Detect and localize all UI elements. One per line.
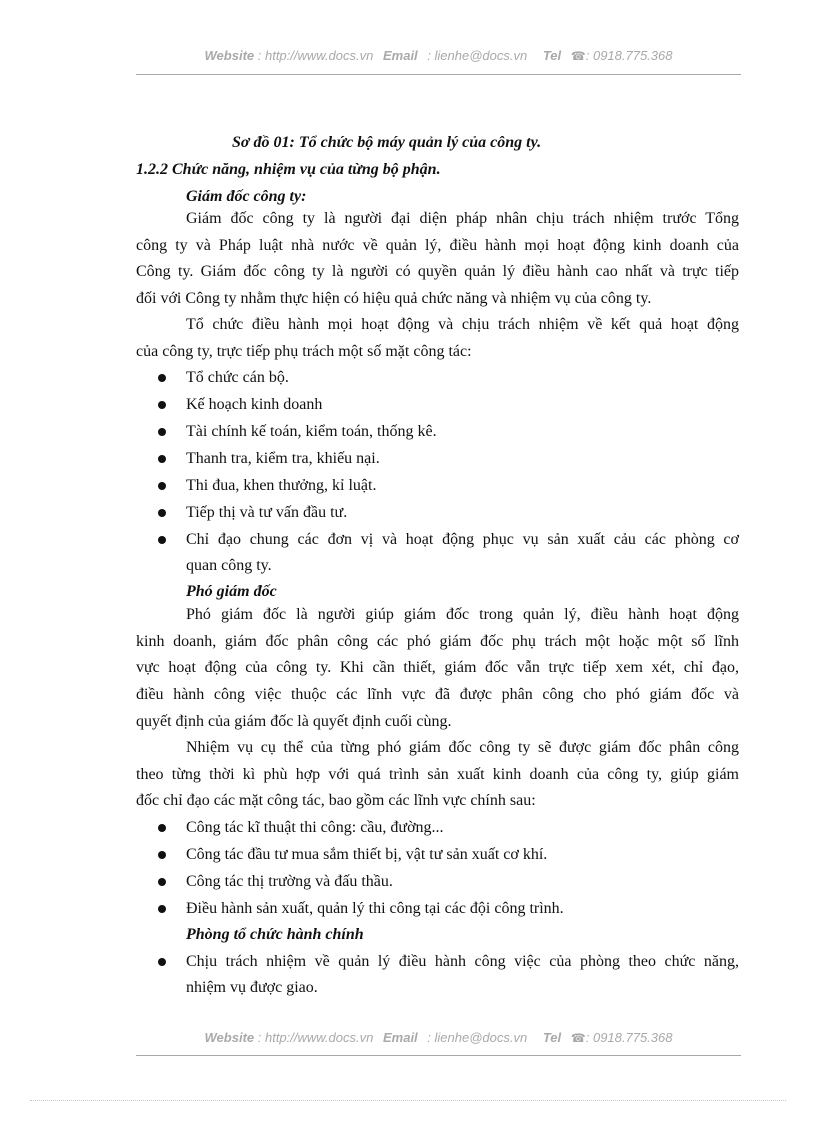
bullet-icon <box>158 851 166 859</box>
list-item: Công tác đầu tư mua sắm thiết bị, vật tư sản xuất cơ khí. <box>186 846 548 863</box>
header-email-value: : lienhe@docs.vn <box>427 48 528 63</box>
page-bottom-divider <box>30 1100 786 1101</box>
list-item: Công tác thị trường và đấu thầu. <box>186 873 393 890</box>
deputy-p1-line-3: vực hoạt động của công ty. Khi cần thiết, giám đốc vẫn trực tiếp xem xét, chỉ đạo, <box>136 659 739 676</box>
list-item-continuation: quan công ty. <box>186 557 272 574</box>
deputy-p1-line-4: điều hành công việc thuộc các lĩnh vực đã được phân công cho phó giám đốc và <box>136 686 739 703</box>
list-item: Điều hành sản xuất, quản lý thi công tại các đội công trình. <box>186 900 564 917</box>
bullet-icon <box>158 401 166 409</box>
footer-rule <box>136 1055 741 1056</box>
bullet-icon <box>158 824 166 832</box>
list-item: Thi đua, khen thưởng, kỉ luật. <box>186 477 377 494</box>
header-website-label: Website <box>204 48 255 63</box>
list-item-continuation: nhiệm vụ được giao. <box>186 979 318 996</box>
bullet-icon <box>158 455 166 463</box>
page-header <box>136 48 741 63</box>
list-item: Tài chính kế toán, kiểm toán, thống kê. <box>186 423 437 440</box>
director-p1-line-2: công ty và Pháp luật nhà nước về quản lý, điều hành mọi hoạt động kinh doanh của <box>136 237 739 254</box>
bullet-icon <box>158 878 166 886</box>
deputy-p2-line-2: theo từng thời kì phù hợp với quá trình sản xuất kinh doanh của công ty, giúp giám <box>136 766 739 783</box>
phone-icon: ☎ <box>570 1031 586 1045</box>
header-email-label: Email <box>382 48 418 63</box>
deputy-p2-line-3: đốc chỉ đạo các mặt công tác, bao gồm các lĩnh vực chính sau: <box>136 792 536 809</box>
bullet-icon <box>158 374 166 382</box>
admin-heading: Phòng tổ chức hành chính <box>186 926 364 943</box>
list-item: Chịu trách nhiệm về quản lý điều hành công việc của phòng theo chức năng, <box>186 953 739 970</box>
list-item: Công tác kĩ thuật thi công: cầu, đường... <box>186 819 444 836</box>
footer-website-url: : http://www.docs.vn <box>257 1030 374 1045</box>
list-item: Tổ chức cán bộ. <box>186 369 289 386</box>
diagram-caption: Sơ đồ 01: Tổ chức bộ máy quản lý của công ty. <box>232 134 542 151</box>
list-item: Chỉ đạo chung các đơn vị và hoạt động phục vụ sản xuất cảu các phòng cơ <box>186 531 739 548</box>
deputy-p2-line-1: Nhiệm vụ cụ thể của từng phó giám đốc công ty sẽ được giám đốc phân công <box>186 739 739 756</box>
director-p1-line-4: đối với Công ty nhằm thực hiện có hiệu quả chức năng và nhiệm vụ của công ty. <box>136 290 652 307</box>
bullet-icon <box>158 482 166 490</box>
footer-tel-label: Tel <box>542 1030 562 1045</box>
deputy-heading: Phó giám đốc <box>186 583 277 600</box>
list-item: Thanh tra, kiểm tra, khiếu nại. <box>186 450 380 467</box>
footer-email-value: : lienhe@docs.vn <box>427 1030 528 1045</box>
footer-tel-value: : 0918.775.368 <box>585 1030 673 1045</box>
section-heading: 1.2.2 Chức năng, nhiệm vụ của từng bộ phận. <box>136 161 441 178</box>
director-heading: Giám đốc công ty: <box>186 188 307 205</box>
deputy-p1-line-1: Phó giám đốc là người giúp giám đốc trong quản lý, điều hành hoạt động <box>186 606 739 623</box>
list-item: Kế hoạch kinh doanh <box>186 396 323 413</box>
phone-icon: ☎ <box>570 49 586 63</box>
page-footer <box>136 1030 741 1045</box>
bullet-icon <box>158 958 166 966</box>
director-p2-line-2: của công ty, trực tiếp phụ trách một số mặt công tác: <box>136 343 472 360</box>
bullet-icon <box>158 509 166 517</box>
list-item: Tiếp thị và tư vấn đầu tư. <box>186 504 348 521</box>
bullet-icon <box>158 536 166 544</box>
deputy-p1-line-5: quyết định của giám đốc là quyết định cuối cùng. <box>136 713 452 730</box>
header-website-url: : http://www.docs.vn <box>257 48 374 63</box>
footer-website-label: Website <box>204 1030 255 1045</box>
director-p2-line-1: Tổ chức điều hành mọi hoạt động và chịu trách nhiệm về kết quả hoạt động <box>186 316 739 333</box>
header-rule <box>136 74 741 75</box>
footer-email-label: Email <box>382 1030 418 1045</box>
bullet-icon <box>158 428 166 436</box>
director-p1-line-3: Công ty. Giám đốc công ty là người có quyền quản lý điều hành cao nhất và trực tiếp <box>136 263 739 280</box>
deputy-p1-line-2: kinh doanh, giám đốc phân công các phó giám đốc phụ trách một hoặc một số lĩnh <box>136 633 739 650</box>
director-p1-line-1: Giám đốc công ty là người đại diện pháp nhân chịu trách nhiệm trước Tổng <box>186 210 739 227</box>
header-tel-label: Tel <box>542 48 562 63</box>
bullet-icon <box>158 905 166 913</box>
header-tel-value: : 0918.775.368 <box>585 48 673 63</box>
